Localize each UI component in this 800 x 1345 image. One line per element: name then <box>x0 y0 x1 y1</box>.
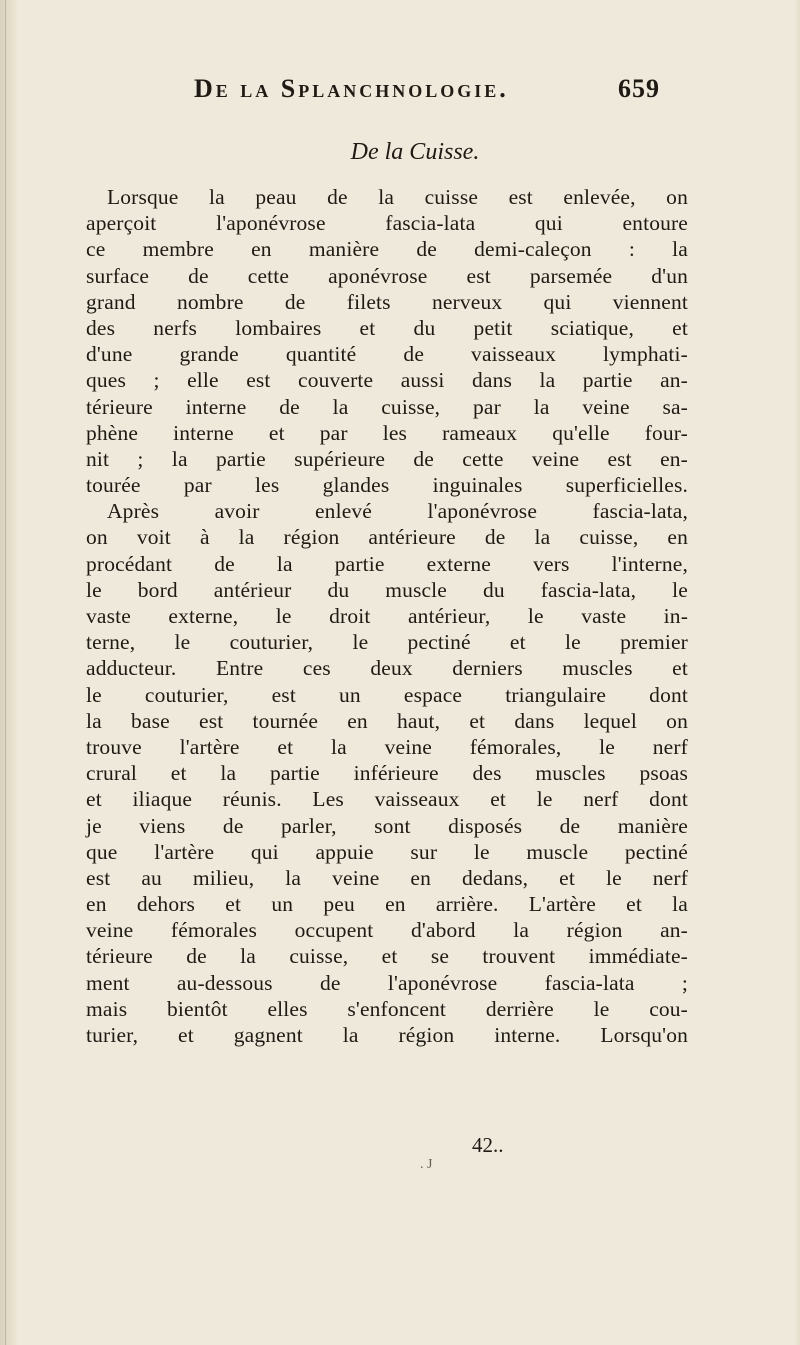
text-line: je viens de parler, sont disposés de manière <box>86 813 688 838</box>
text-line: le bord antérieur du muscle du fascia-lata, le <box>86 577 688 602</box>
text-line: on voit à la région antérieure de la cuisse, en <box>86 525 688 550</box>
text-line: ment au-dessous de l'aponévrose fascia-lata ; <box>86 970 688 995</box>
text-line: térieure interne de la cuisse, par la veine sa- <box>86 394 688 419</box>
running-title: De la Splanchnologie. <box>194 74 509 103</box>
text-line: crural et la partie inférieure des muscles psoas <box>86 761 688 786</box>
text-line: térieure de la cuisse, et se trouvent immédiate- <box>86 944 688 969</box>
text-line: nit ; la partie supérieure de cette veine est en- <box>86 446 688 471</box>
text-line: est au milieu, la veine en dedans, et le nerf <box>86 865 688 890</box>
text-line: tourée par les glandes inguinales superficielles. <box>86 473 688 498</box>
text-line: surface de cette aponévrose est parsemée d'un <box>86 263 688 288</box>
text-line: phène interne et par les rameaux qu'elle four- <box>86 420 688 445</box>
text-line: ce membre en manière de demi-caleçon : la <box>86 237 688 262</box>
body-text <box>86 184 688 1048</box>
page-edge-shadow <box>794 0 800 1345</box>
text-line: terne, le couturier, le pectiné et le premier <box>86 630 688 655</box>
text-line: adducteur. Entre ces deux derniers muscles et <box>86 656 688 681</box>
text-line: en dehors et un peu en arrière. L'artère et la <box>86 892 688 917</box>
section-title: De la Cuisse. <box>350 139 480 165</box>
text-line: que l'artère qui appuie sur le muscle pectiné <box>86 839 688 864</box>
text-line: Lorsque la peau de la cuisse est enlevée, on <box>107 185 688 209</box>
text-line: veine fémorales occupent d'abord la région an- <box>86 918 688 943</box>
text-line: Après avoir enlevé l'aponévrose fascia-lata, <box>107 499 688 524</box>
text-line: mais bientôt elles s'enfoncent derrière le cou- <box>86 996 688 1021</box>
text-line: procédant de la partie externe vers l'interne, <box>86 551 688 576</box>
text-line: des nerfs lombaires et du petit sciatique, et <box>86 315 688 340</box>
running-head <box>194 74 660 110</box>
text-line: grand nombre de filets nerveux qui viennent <box>86 289 688 314</box>
text-line: trouve l'artère et la veine fémorales, le nerf <box>86 734 688 759</box>
catchword: 42.. <box>472 1133 504 1157</box>
text-line: ques ; elle est couverte aussi dans la partie an- <box>86 368 688 393</box>
page-spine-shadow <box>0 0 18 1345</box>
spine-rule <box>5 0 6 1345</box>
text-line: la base est tournée en haut, et dans lequel on <box>86 708 688 733</box>
text-line: le couturier, est un espace triangulaire dont <box>86 682 688 707</box>
text-line: et iliaque réunis. Les vaisseaux et le nerf dont <box>86 787 688 812</box>
text-line: turier, et gagnent la région interne. Lorsqu'on <box>86 1023 688 1047</box>
text-line: aperçoit l'aponévrose fascia-lata qui entoure <box>86 211 688 236</box>
text-line: d'une grande quantité de vaisseaux lymphati- <box>86 342 688 367</box>
footer-mark: . J <box>420 1157 433 1172</box>
page-number: 659 <box>618 74 660 103</box>
text-line: vaste externe, le droit antérieur, le vaste in- <box>86 604 688 628</box>
